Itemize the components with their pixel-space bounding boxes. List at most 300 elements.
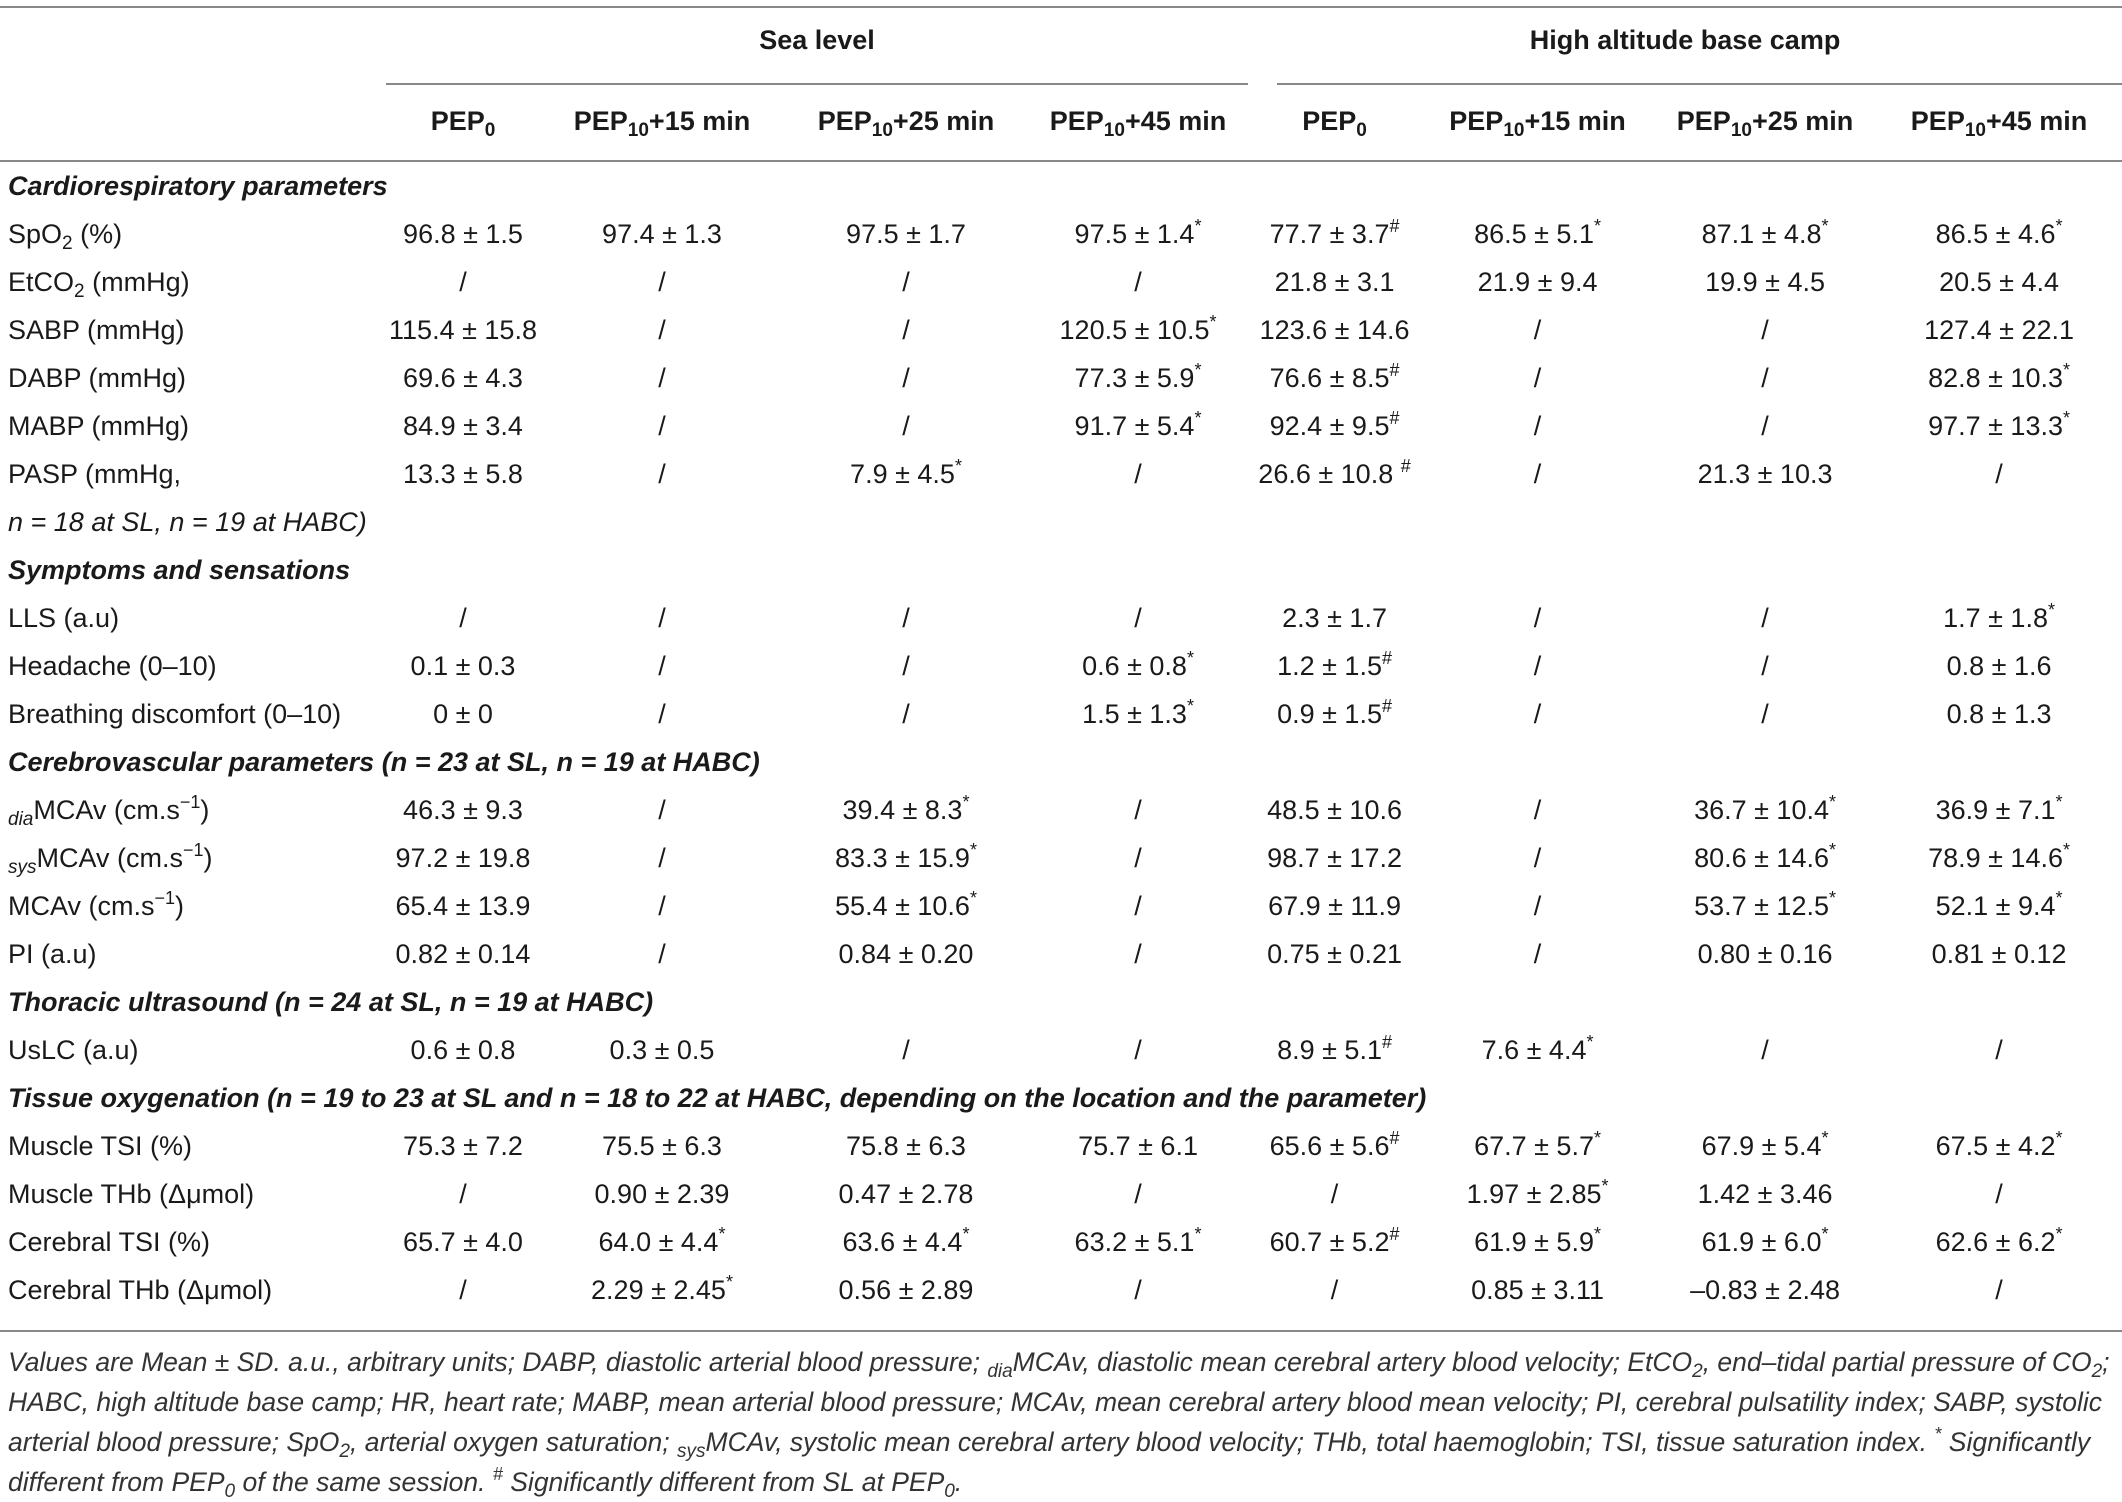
cell-value: 80.6 ± 14.6 — [1694, 843, 1829, 873]
footnote-text: ; HABC, high altitude base camp; HR, heart rate; MABP, mean arterial blood pressure; MCAv, mean cerebral artery blood mean velocity; PI, cerebral pulsatility index; SABP, systolic arterial blood pressure; SpO — [8, 1347, 2110, 1457]
table-cell — [1248, 834, 1421, 882]
table-cell — [1876, 1122, 2122, 1170]
significance-mark: * — [725, 1272, 733, 1292]
row-label-text: MCAv (cm.s — [33, 795, 180, 825]
significance-mark: * — [2062, 840, 2070, 860]
table-cell — [386, 834, 540, 882]
table-row — [0, 450, 2122, 498]
table-cell — [1876, 786, 2122, 834]
table-row — [0, 402, 2122, 450]
cell-value: / — [902, 651, 910, 681]
table-row — [0, 1122, 2122, 1170]
significance-mark: # — [1381, 696, 1392, 716]
row-label: PI (a.u) — [8, 939, 97, 969]
cell-value: / — [1761, 315, 1769, 345]
cell-value: 65.4 ± 13.9 — [395, 891, 531, 921]
cell-value: 36.9 ± 7.1 — [1935, 795, 2056, 825]
table-cell — [1248, 306, 1421, 354]
significance-mark: * — [1194, 216, 1202, 236]
row-label: Muscle THb (Δμmol) — [8, 1179, 255, 1209]
cell-value: 77.3 ± 5.9 — [1074, 363, 1195, 393]
table-row — [0, 1266, 2122, 1314]
table-cell — [1028, 1218, 1248, 1266]
table-cell — [1248, 594, 1421, 642]
cell-value: 69.6 ± 4.3 — [403, 363, 523, 393]
table-cell — [1028, 354, 1248, 402]
significance-mark: * — [2062, 408, 2070, 428]
table-cell — [386, 210, 540, 258]
table-cell — [1421, 1218, 1654, 1266]
table-cell — [784, 402, 1028, 450]
significance-mark: * — [1601, 1176, 1609, 1196]
table-cell — [1248, 930, 1421, 978]
table-cell — [1654, 450, 1876, 498]
row-label-text: EtCO — [8, 267, 75, 297]
significance-mark: # — [1381, 648, 1392, 668]
significance-mark: * — [954, 456, 962, 476]
significance-mark: * — [1194, 408, 1202, 428]
cell-value: / — [1134, 1035, 1142, 1065]
cell-value: 67.5 ± 4.2 — [1935, 1131, 2056, 1161]
table-cell — [784, 690, 1028, 738]
table-cell — [1248, 402, 1421, 450]
cell-value: 67.7 ± 5.7 — [1474, 1131, 1594, 1161]
cell-value: 0.6 ± 0.8 — [1082, 651, 1187, 681]
column-header-base: PEP — [817, 106, 872, 136]
column-header-suffix: +45 min — [1985, 106, 2088, 136]
cell-value: / — [459, 1179, 467, 1209]
table-cell — [784, 210, 1028, 258]
significance-mark: * — [1186, 648, 1194, 668]
table-cell — [1028, 930, 1248, 978]
significance-mark: * — [1821, 1224, 1829, 1244]
table-cell — [1654, 594, 1876, 642]
cell-value: 1.42 ± 3.46 — [1697, 1179, 1833, 1209]
cell-value: 20.5 ± 4.4 — [1939, 267, 2059, 297]
table-footnote — [8, 1342, 2118, 1502]
table-cell — [540, 882, 784, 930]
cell-value: / — [902, 363, 910, 393]
cell-value: / — [1134, 1179, 1142, 1209]
cell-value: 0.8 ± 1.3 — [1946, 699, 2052, 729]
cell-value: 77.7 ± 3.7 — [1269, 219, 1390, 249]
column-header-base: PEP — [1910, 106, 1965, 136]
table-cell — [1654, 354, 1876, 402]
significance-mark: * — [1586, 1032, 1594, 1052]
cell-value: / — [1533, 891, 1542, 921]
table-cell — [1876, 1026, 2122, 1074]
table-cell — [1421, 690, 1654, 738]
significance-mark: # — [1389, 1224, 1400, 1244]
table-cell — [1876, 258, 2122, 306]
significance-mark: * — [2055, 216, 2063, 236]
cell-value: 19.9 ± 4.5 — [1705, 267, 1825, 297]
table-row — [0, 930, 2122, 978]
significance-mark: * — [2055, 888, 2063, 908]
section-header-row — [0, 738, 2122, 786]
row-label-close: ) — [200, 795, 210, 825]
cell-value: 91.7 ± 5.4 — [1074, 411, 1195, 441]
cell-value: / — [1134, 843, 1142, 873]
cell-value: / — [658, 315, 666, 345]
table-cell — [1421, 882, 1654, 930]
table-cell — [540, 210, 784, 258]
footnote-sub: sys — [677, 1441, 706, 1462]
table-cell — [1248, 1266, 1421, 1314]
cell-value: 46.3 ± 9.3 — [403, 795, 523, 825]
cell-value: 0.82 ± 0.14 — [395, 939, 531, 969]
table-cell — [1248, 1170, 1421, 1218]
table-cell — [1421, 258, 1654, 306]
cell-value: 26.6 ± 10.8 — [1258, 459, 1401, 489]
cell-value: 0.56 ± 2.89 — [838, 1275, 974, 1305]
table-cell — [1248, 258, 1421, 306]
table-cell — [784, 1026, 1028, 1074]
table-cell — [540, 1122, 784, 1170]
table-cell — [540, 450, 784, 498]
cell-value: / — [1134, 1275, 1142, 1305]
cell-value: 86.5 ± 5.1 — [1474, 219, 1594, 249]
cell-value: 78.9 ± 14.6 — [1928, 843, 2063, 873]
significance-mark: * — [1593, 216, 1601, 236]
column-header-suffix: +25 min — [892, 106, 995, 136]
row-label-sub: 2 — [74, 281, 85, 302]
cell-value: 64.0 ± 4.4 — [598, 1227, 719, 1257]
significance-mark: * — [1209, 312, 1217, 332]
significance-mark: * — [1194, 360, 1202, 380]
table-cell — [1876, 690, 2122, 738]
row-label: Cerebral THb (Δμmol) — [8, 1275, 273, 1305]
cell-value: 0.85 ± 3.11 — [1471, 1275, 1604, 1305]
table-cell — [386, 450, 540, 498]
column-header-4 — [1248, 80, 1421, 162]
cell-value: 0.9 ± 1.5 — [1277, 699, 1382, 729]
table-cell — [1654, 1122, 1876, 1170]
table-cell — [1028, 1266, 1248, 1314]
significance-mark: * — [1194, 1224, 1202, 1244]
cell-value: 82.8 ± 10.3 — [1928, 363, 2063, 393]
significance-mark: # — [1389, 216, 1400, 236]
cell-value: 97.5 ± 1.4 — [1074, 219, 1195, 249]
cell-value: 0.8 ± 1.6 — [1946, 651, 2052, 681]
cell-value: 75.7 ± 6.1 — [1078, 1131, 1198, 1161]
significance-mark: * — [2055, 792, 2063, 812]
column-header-6 — [1654, 80, 1876, 162]
cell-value: 97.4 ± 1.3 — [602, 219, 722, 249]
cell-value: –0.83 ± 2.48 — [1690, 1275, 1840, 1305]
cell-value: 39.4 ± 8.3 — [842, 795, 963, 825]
table-row — [0, 354, 2122, 402]
cell-value: 0 ± 0 — [433, 699, 493, 729]
table-cell — [784, 882, 1028, 930]
cell-value: / — [658, 651, 666, 681]
cell-value: 0.80 ± 0.16 — [1697, 939, 1833, 969]
table-cell — [540, 1170, 784, 1218]
footnote-text: MCAv, diastolic mean cerebral artery blood velocity; EtCO — [1012, 1347, 1693, 1377]
table-body — [0, 162, 2122, 1314]
table-cell — [1876, 354, 2122, 402]
table-cell — [1421, 306, 1654, 354]
column-header-row — [0, 80, 2122, 162]
table-cell — [1876, 402, 2122, 450]
cell-value: 21.9 ± 9.4 — [1477, 267, 1598, 297]
cell-value: 0.90 ± 2.39 — [594, 1179, 730, 1209]
cell-value: / — [459, 603, 467, 633]
column-header-base: PEP — [1449, 106, 1504, 136]
cell-value: 75.5 ± 6.3 — [602, 1131, 722, 1161]
table-cell — [1028, 594, 1248, 642]
table-cell — [1876, 882, 2122, 930]
column-header-1 — [540, 80, 784, 162]
cell-value: 115.4 ± 15.8 — [389, 315, 537, 345]
table-cell — [540, 642, 784, 690]
table-cell — [1421, 1266, 1654, 1314]
row-label: SABP (mmHg) — [8, 315, 185, 345]
cell-value: 0.84 ± 0.20 — [838, 939, 974, 969]
table-cell — [386, 306, 540, 354]
cell-value: 1.7 ± 1.8 — [1943, 603, 2048, 633]
column-header-base: PEP — [573, 106, 628, 136]
cell-value: / — [658, 795, 666, 825]
table-cell — [1421, 930, 1654, 978]
cell-value: / — [1533, 699, 1542, 729]
row-label — [0, 210, 386, 258]
cell-value: 1.2 ± 1.5 — [1277, 651, 1382, 681]
group-header-blank — [0, 0, 386, 80]
significance-mark: # — [1381, 1032, 1392, 1052]
column-header-suffix: +45 min — [1124, 106, 1227, 136]
cell-value: 65.7 ± 4.0 — [403, 1227, 523, 1257]
cell-value: / — [1533, 315, 1542, 345]
table-cell — [1248, 450, 1421, 498]
table-cell — [1654, 1026, 1876, 1074]
column-header-sub: 10 — [1103, 120, 1125, 141]
cell-value: / — [658, 891, 666, 921]
cell-value: / — [1995, 459, 2003, 489]
table-cell — [784, 306, 1028, 354]
cell-value: / — [1533, 651, 1542, 681]
table-cell — [1028, 882, 1248, 930]
table-cell — [784, 834, 1028, 882]
table-cell — [1248, 642, 1421, 690]
cell-value: 67.9 ± 5.4 — [1701, 1131, 1822, 1161]
cell-value: 0.75 ± 0.21 — [1267, 939, 1402, 969]
cell-value: / — [658, 363, 666, 393]
significance-mark: # — [1389, 408, 1400, 428]
table-cell — [1654, 1266, 1876, 1314]
cell-value: 83.3 ± 15.9 — [835, 843, 970, 873]
table-cell — [1421, 210, 1654, 258]
table-cell — [784, 1266, 1028, 1314]
significance-mark: * — [969, 888, 977, 908]
table-cell — [1654, 786, 1876, 834]
cell-value: 65.6 ± 5.6 — [1269, 1131, 1390, 1161]
row-label — [0, 786, 386, 834]
significance-mark: # — [1400, 456, 1411, 476]
table-cell — [784, 594, 1028, 642]
cell-value: / — [1533, 939, 1542, 969]
cell-value: / — [1761, 411, 1769, 441]
row-label-text: MCAv (cm.s — [8, 891, 155, 921]
row-label-unit: (%) — [72, 219, 123, 249]
table-row — [0, 258, 2122, 306]
footnote-sub: 0 — [944, 1481, 955, 1502]
row-label: MABP (mmHg) — [8, 411, 190, 441]
table-cell — [540, 1026, 784, 1074]
table-cell — [540, 1218, 784, 1266]
cell-value: 7.9 ± 4.5 — [850, 459, 955, 489]
table-row-continuation — [0, 498, 2122, 546]
cell-value: 63.2 ± 5.1 — [1074, 1227, 1195, 1257]
row-label-prefix: dia — [8, 809, 34, 830]
column-header-parameter — [0, 80, 386, 162]
table-cell — [1421, 1026, 1654, 1074]
table-row — [0, 786, 2122, 834]
table-cell — [386, 1026, 540, 1074]
column-header-sub: 10 — [1503, 120, 1525, 141]
table-row — [0, 594, 2122, 642]
cell-value: 120.5 ± 10.5 — [1059, 315, 1210, 345]
cell-value: 92.4 ± 9.5 — [1269, 411, 1390, 441]
table-cell — [1248, 1218, 1421, 1266]
significance-mark: * — [962, 792, 970, 812]
table-cell — [784, 450, 1028, 498]
table-cell — [1028, 690, 1248, 738]
group-header-row — [0, 0, 2122, 80]
row-label: Muscle TSI (%) — [8, 1131, 193, 1161]
table-cell — [1654, 258, 1876, 306]
footnote-hash-mark: # — [492, 1464, 503, 1484]
table-cell — [784, 786, 1028, 834]
table-bottom-rule — [0, 1330, 2122, 1332]
table-cell — [784, 642, 1028, 690]
significance-mark: * — [1828, 888, 1836, 908]
table-cell — [386, 786, 540, 834]
table-cell — [1876, 1266, 2122, 1314]
significance-mark: * — [962, 1224, 970, 1244]
cell-value: / — [1330, 1275, 1339, 1305]
cell-value: / — [1134, 795, 1142, 825]
column-header-suffix: +15 min — [648, 106, 751, 136]
footnote-text: Values are Mean ± SD. a.u., arbitrary units; DABP, diastolic arterial blood pressure; — [8, 1347, 988, 1377]
table-cell — [784, 1218, 1028, 1266]
cell-value: 60.7 ± 5.2 — [1269, 1227, 1390, 1257]
section-title: Symptoms and sensations — [8, 555, 351, 585]
section-title: Cardiorespiratory parameters — [8, 171, 388, 201]
table-cell — [1421, 1170, 1654, 1218]
table-cell — [1876, 210, 2122, 258]
significance-mark: * — [718, 1224, 726, 1244]
cell-value: / — [1995, 1179, 2003, 1209]
cell-value: / — [658, 267, 666, 297]
table-cell — [1028, 1170, 1248, 1218]
cell-value: / — [1134, 939, 1142, 969]
table-cell — [1876, 1218, 2122, 1266]
row-label-close: ) — [203, 843, 213, 873]
footnote-text: , end–tidal partial pressure of CO — [1702, 1347, 2092, 1377]
column-header-sub: 10 — [1964, 120, 1986, 141]
table-row — [0, 210, 2122, 258]
table-cell — [1876, 1170, 2122, 1218]
cell-value: / — [658, 603, 666, 633]
table-cell — [1028, 642, 1248, 690]
table-cell — [1248, 210, 1421, 258]
significance-mark: * — [1828, 840, 1836, 860]
table-cell — [1028, 210, 1248, 258]
footnote-sub: 2 — [339, 1441, 350, 1462]
column-header-suffix: +15 min — [1524, 106, 1626, 136]
cell-value: 21.8 ± 3.1 — [1274, 267, 1395, 297]
row-label: Breathing discomfort (0–10) — [8, 699, 342, 729]
column-header-7 — [1876, 80, 2122, 162]
row-label — [0, 882, 386, 930]
table-cell — [540, 1266, 784, 1314]
significance-mark: * — [1828, 792, 1836, 812]
row-label: Cerebral TSI (%) — [8, 1227, 211, 1257]
cell-value: / — [1330, 1179, 1339, 1209]
significance-mark: * — [969, 840, 977, 860]
cell-value: / — [1761, 1035, 1769, 1065]
table-cell — [1876, 642, 2122, 690]
table-cell — [1248, 882, 1421, 930]
footnote-text: Significantly different from PEP — [8, 1427, 2091, 1497]
column-header-sub: 10 — [627, 120, 649, 141]
column-header-base: PEP — [430, 106, 485, 136]
cell-value: / — [902, 267, 910, 297]
section-header-row — [0, 546, 2122, 594]
table-cell — [1654, 642, 1876, 690]
footnote-sub: 2 — [1692, 1361, 1703, 1382]
table-cell — [1654, 690, 1876, 738]
row-label: PASP (mmHg, — [8, 459, 182, 489]
table-row — [0, 834, 2122, 882]
cell-value: / — [1533, 795, 1542, 825]
table-row — [0, 882, 2122, 930]
column-header-base: PEP — [1676, 106, 1731, 136]
table-cell — [1421, 642, 1654, 690]
cell-value: 7.6 ± 4.4 — [1481, 1035, 1587, 1065]
cell-value: / — [1995, 1275, 2003, 1305]
table-cell — [386, 882, 540, 930]
footnote-sub: 0 — [224, 1481, 236, 1502]
significance-mark: # — [1389, 360, 1400, 380]
cell-value: / — [1761, 603, 1769, 633]
cell-value: 61.9 ± 6.0 — [1701, 1227, 1822, 1257]
cell-value: 52.1 ± 9.4 — [1935, 891, 2056, 921]
cell-value: / — [1995, 1035, 2003, 1065]
table-cell — [386, 1266, 540, 1314]
table-cell — [784, 930, 1028, 978]
section-header-row — [0, 162, 2122, 210]
significance-mark: * — [1821, 1128, 1829, 1148]
table-cell — [1028, 306, 1248, 354]
row-label-text: MCAv (cm.s — [36, 843, 183, 873]
cell-value: / — [658, 459, 666, 489]
cell-value: / — [902, 699, 910, 729]
column-header-3 — [1028, 80, 1248, 162]
table-cell — [784, 1170, 1028, 1218]
column-header-base: PEP — [1049, 106, 1104, 136]
table-cell — [1028, 402, 1248, 450]
cell-value: 97.5 ± 1.7 — [846, 219, 966, 249]
table-cell — [540, 786, 784, 834]
cell-value: 2.29 ± 2.45 — [591, 1275, 726, 1305]
table-cell — [540, 594, 784, 642]
table-cell — [386, 690, 540, 738]
footnote-text: MCAv, systolic mean cerebral artery blood velocity; THb, total haemoglobin; TSI, tissue saturation index. — [705, 1427, 1935, 1457]
table-cell — [1028, 450, 1248, 498]
column-header-base: PEP — [1302, 106, 1357, 136]
